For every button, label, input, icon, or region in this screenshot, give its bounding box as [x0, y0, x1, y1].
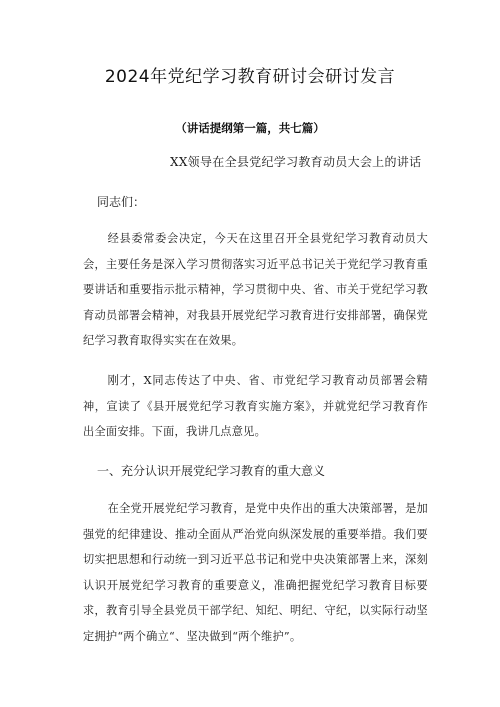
document-subtitle: （讲话提纲第一篇，共七篇）: [175, 121, 325, 135]
section-heading: 一、充分认识开展党纪学习教育的重大意义: [97, 464, 326, 478]
paragraph-1: 经县委常委会决定，今天在这里召开全县党纪学习教育动员大会，主要任务是深入学习贯彻落实习近平总书记关于党纪学习教育重要讲话和重要指示批示精神，学习贯彻中央、省、市关于党纪学习教育动员部署会精神，对我县开展党纪学习教育进行安排部署，确保党纪学习教育取得实实在在效果。: [83, 232, 428, 347]
paragraph-2: 刚才，X同志传达了中央、省、市党纪学习教育动员部署会精神，宣读了《县开展党纪学习教育实施方案》，并就党纪学习教育作出全面安排。下面，我讲几点意见。: [83, 374, 428, 438]
section-paragraph-1: 在全党开展党纪学习教育，是党中央作出的重大决策部署，是加强党的纪律建设、推动全面从严治党向纵深发展的重要举措。我们要切实把思想和行动统一到习近平总书记和党中央决策部署上来，深刻认识开展党纪学习教育的重要意义，准确把握党纪学习教育目标要求，教育引导全县党员干部学纪、知纪、明纪、守纪，以实际行动坚定拥护“两个确立“、坚决做到“两个维护”。: [83, 502, 428, 643]
speech-title: XX领导在全县党纪学习教育动员大会上的讲话: [170, 155, 422, 169]
salutation: 同志们：: [97, 195, 146, 209]
document-title: 2024年党纪学习教育研讨会研讨发言: [104, 67, 396, 87]
